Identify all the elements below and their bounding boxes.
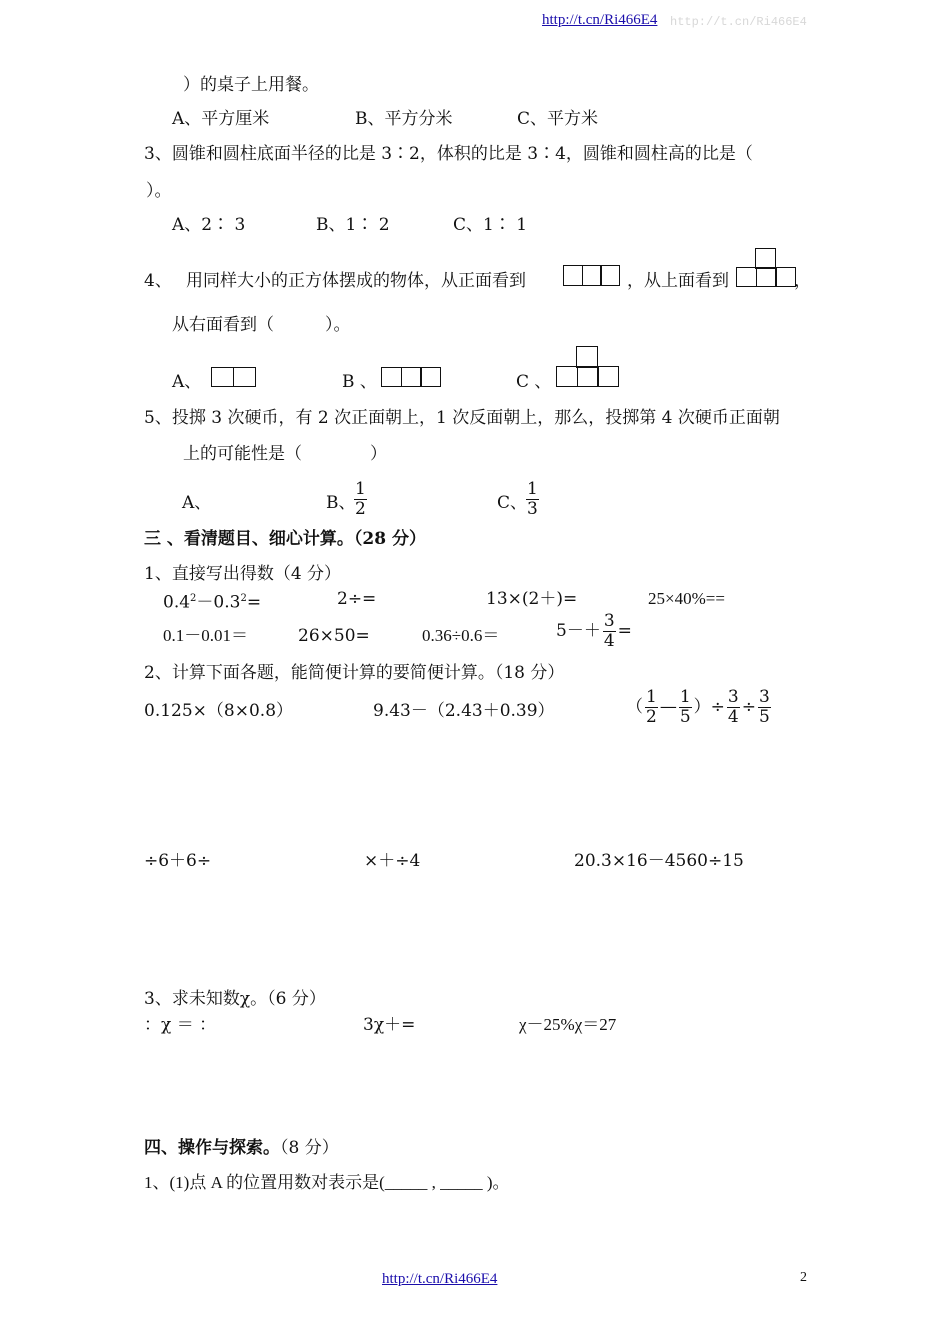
section3-q1-item8: 5－＋ $\frac{3}{4}$ = [556,611,632,651]
section3-q1-item4: 25×40%== [648,589,725,608]
fraction-denominator: 2 [355,499,366,519]
q2-tail: ）的桌子上用餐。 [183,75,319,95]
q4-top-view-figure [736,248,796,288]
q4-front-view-figure [563,265,620,286]
q4-text-part1: 用同样大小的正方体摆成的物体，从正面看到 [186,271,526,291]
section3-q1-item7: 0.36÷0.6＝ [422,626,500,645]
section4-title: 四、操作与探索。（8 分） [144,1138,339,1158]
section3-q1-item2: 2÷= [337,589,377,609]
section3-q1-item6: 26×50= [298,626,370,646]
q5-option-b-fraction [352,480,369,519]
fraction-numerator: 1 [527,479,538,499]
header-watermark: http://t.cn/Ri466E4 [670,15,807,29]
section3-q2-item2: 9.43－（2.43＋0.39） [373,701,555,721]
section3-title: 三 、看清题目、细心计算。（28 分） [144,529,426,549]
q4-option-b-figure [381,367,441,387]
section3-q2-item4: ÷6＋6÷ [144,851,212,871]
header-link[interactable]: http://t.cn/Ri466E4 [542,12,658,28]
section3-q2-item1: 0.125×（8×0.8） [144,701,294,721]
q5-option-b: B、 [326,493,356,513]
q3-option-c: C、1∶ 1 [453,215,528,235]
q5-option-c: C、 [497,493,528,513]
fraction-denominator: 3 [527,499,538,519]
q5-line1: 5、投掷 3 次硬币，有 2 次正面朝上，1 次反面朝上，那么，投掷第 4 次硬币正面朝 [144,408,780,428]
section4-q1: 1、(1)点 A 的位置用数对表示是(_____ , _____ )。 [144,1173,510,1192]
q4-option-c-figure [556,346,620,388]
q4-line2: 从右面看到（ ）。 [172,315,351,335]
q5-option-c-fraction [524,480,541,519]
section3-q2-item6: 20.3×16－4560÷15 [574,851,744,871]
q5-line2: 上的可能性是（ ） [183,444,387,464]
footer-link[interactable]: http://t.cn/Ri466E4 [382,1271,498,1287]
q2-option-a: A、平方厘米 [172,109,270,129]
q5-option-a: A、 [182,493,212,513]
section3-q2-item3: （ $\frac{1}{2}$ — $\frac{1}{5}$ ）÷ $\frac{3}{4}$ ÷ $\frac{3}{5}$ [626,687,770,727]
section3-q3-title: 3、求未知数χ。（6 分） [144,989,326,1009]
q4-number: 4、 [144,271,172,291]
section3-q3-item2: 3χ＋= [363,1015,416,1035]
q3-line1: 3、圆锥和圆柱底面半径的比是 3∶2，体积的比是 3∶4，圆锥和圆柱高的比是（ [144,144,753,164]
section3-q3-item1: ：χ ＝ ： [144,1015,217,1035]
q4-option-b: B 、 [342,372,377,392]
section3-q1-title: 1、直接写出得数（4 分） [144,564,342,584]
q3-option-b: B、1∶ 2 [316,215,390,235]
section3-q1-item3: 13×(2＋)= [486,589,578,609]
page-number: 2 [800,1270,807,1285]
section3-q2-item5: ×＋÷4 [364,851,421,871]
section3-q2-title: 2、计算下面各题，能简便计算的要简便计算。（18 分） [144,663,565,683]
q3-option-a: A、2∶ 3 [172,215,246,235]
q4-text-part3: ， [794,271,811,291]
q3-line2: ）。 [146,181,172,201]
fraction-numerator: 1 [355,479,366,499]
q4-option-a: A、 [172,372,202,392]
q4-option-c: C 、 [516,372,552,392]
q2-option-c: C、平方米 [517,109,599,129]
section3-q1-item1: $0.4^2-0.3^2=$ [163,592,262,613]
q2-option-b: B、平方分米 [355,109,453,129]
q4-option-a-figure [211,367,256,387]
section3-q3-item3: χ－25%χ＝27 [519,1015,617,1034]
section3-q1-item5: 0.1－0.01＝ [163,626,248,645]
q4-text-part2: ，从上面看到 [627,271,729,291]
